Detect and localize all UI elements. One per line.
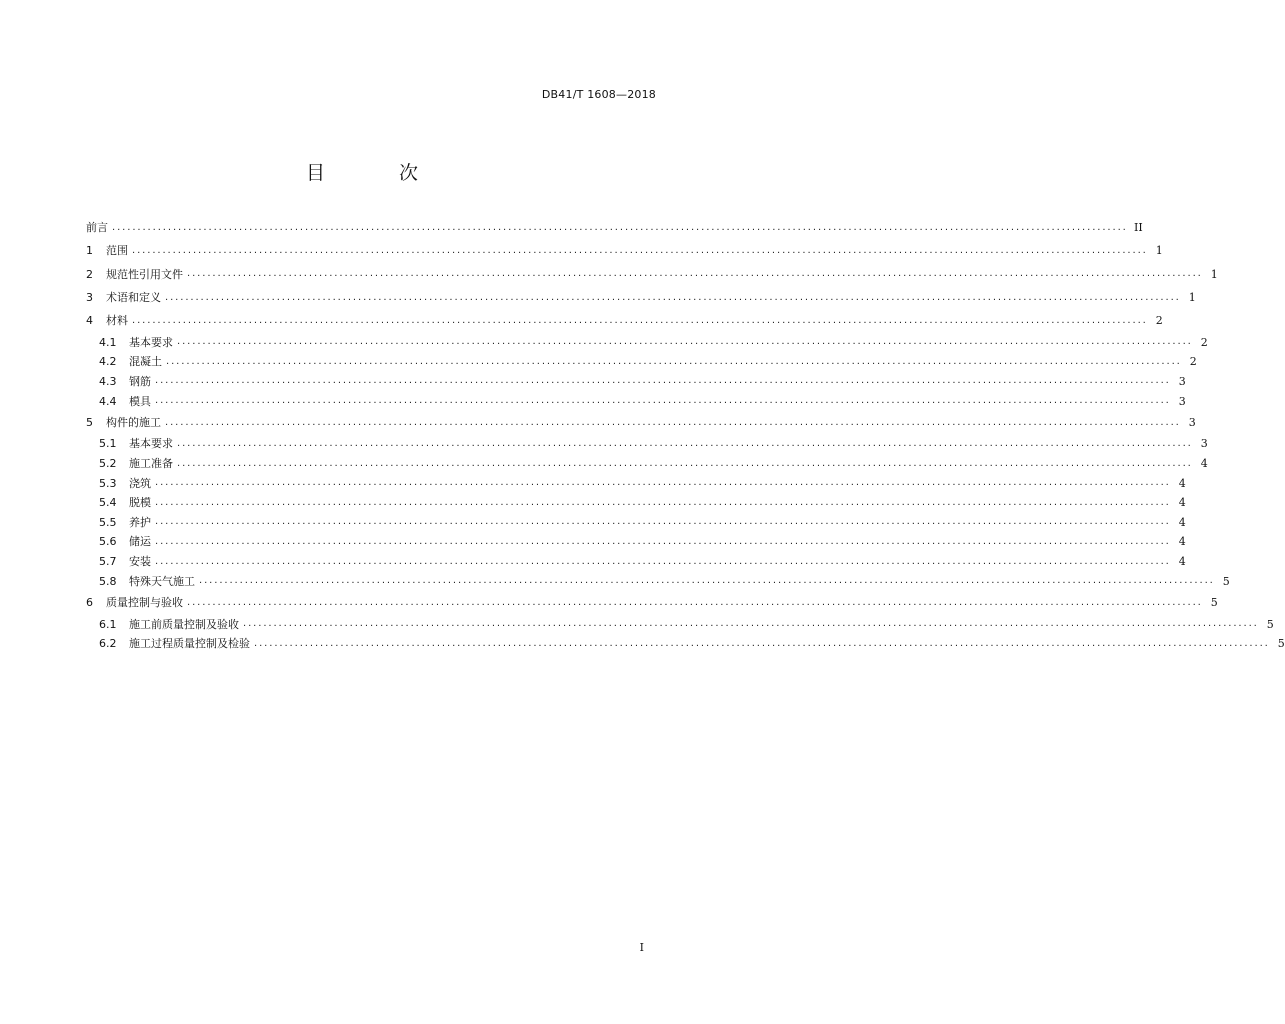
toc-entry-page: 4 — [1200, 457, 1208, 471]
toc-dot-leader: ........................................................................................................................................................................................................ — [155, 555, 1171, 567]
toc-entry — [86, 493, 1186, 513]
toc-dot-leader: ........................................................................................................................................................................................................ — [177, 457, 1193, 469]
toc-entry-number: 5.5 — [99, 515, 117, 529]
toc-entry-label: 模具 — [129, 394, 151, 408]
toc-entry-number: 4 — [86, 314, 93, 328]
toc-entry-label: 施工前质量控制及验收 — [129, 617, 239, 631]
toc-entry-page: 3 — [1200, 437, 1208, 451]
toc-dot-leader: ........................................................................................................................................................................................................ — [112, 221, 1128, 233]
toc-entry — [86, 532, 1186, 552]
toc-entry-page: 3 — [1178, 374, 1186, 388]
page-title: 目 次 — [305, 162, 453, 184]
toc-entry — [86, 411, 1196, 434]
toc-entry-number: 4.1 — [99, 335, 117, 349]
toc-entry-number: 3 — [86, 291, 93, 305]
toc-entry — [86, 552, 1186, 572]
toc-entry-label: 脱模 — [129, 496, 151, 510]
toc-entry-page: 5 — [1266, 617, 1274, 631]
toc-entry — [86, 263, 1218, 286]
toc-entry-number: 5.6 — [99, 535, 117, 549]
toc-entry-number: 1 — [86, 244, 93, 258]
toc-entry — [86, 391, 1186, 411]
toc-dot-leader: ........................................................................................................................................................................................................ — [187, 596, 1203, 608]
toc-entry — [86, 513, 1186, 533]
toc-entry-label: 施工过程质量控制及检验 — [129, 637, 250, 651]
toc-entry-number: 2 — [86, 267, 93, 281]
toc-entry-page: 1 — [1155, 244, 1163, 258]
toc-dot-leader: ........................................................................................................................................................................................................ — [155, 535, 1171, 547]
toc-entry — [86, 454, 1208, 474]
toc-entry-label: 范围 — [106, 244, 128, 258]
toc-entry-label: 浇筑 — [129, 476, 151, 490]
toc-entry-page: 5 — [1277, 637, 1285, 651]
toc-entry-number: 4.3 — [99, 374, 117, 388]
toc-entry — [86, 591, 1218, 614]
toc-entry-label: 基本要求 — [129, 437, 173, 451]
toc-entry-page: 4 — [1178, 555, 1186, 569]
toc-dot-leader: ........................................................................................................................................................................................................ — [199, 575, 1215, 587]
toc-entry-page: 4 — [1178, 476, 1186, 490]
toc-entry-label: 钢筋 — [129, 374, 151, 388]
toc-dot-leader: ........................................................................................................................................................................................................ — [155, 516, 1171, 528]
toc-dot-leader: ........................................................................................................................................................................................................ — [187, 268, 1203, 280]
toc-entry-number: 6 — [86, 596, 93, 610]
toc-entry — [86, 614, 1274, 634]
toc-entry — [86, 239, 1163, 262]
toc-entry-label: 特殊天气施工 — [129, 574, 195, 588]
toc-dot-leader: ........................................................................................................................................................................................................ — [155, 477, 1171, 489]
toc-entry-label: 安装 — [129, 555, 151, 569]
toc-dot-leader: ........................................................................................................................................................................................................ — [177, 437, 1193, 449]
toc-dot-leader: ........................................................................................................................................................................................................ — [165, 291, 1181, 303]
toc-entry-page: 2 — [1155, 314, 1163, 328]
toc-entry-number: 5.4 — [99, 496, 117, 510]
toc-dot-leader: ........................................................................................................................................................................................................ — [155, 395, 1171, 407]
toc-entry-label: 基本要求 — [129, 335, 173, 349]
toc-entry-page: 5 — [1210, 596, 1218, 610]
toc-entry-number: 5.7 — [99, 555, 117, 569]
toc-dot-leader: ........................................................................................................................................................................................................ — [254, 637, 1270, 649]
page-number: I — [639, 941, 644, 954]
toc-entry-page: 4 — [1178, 496, 1186, 510]
toc-entry-page: 5 — [1222, 574, 1230, 588]
toc-entry — [86, 571, 1230, 591]
toc-entry-page: 1 — [1210, 267, 1218, 281]
toc-dot-leader: ........................................................................................................................................................................................................ — [243, 618, 1259, 629]
toc-dot-leader: ........................................................................................................................................................................................................ — [165, 416, 1181, 428]
toc-entry — [86, 372, 1186, 392]
toc-entry-page: 1 — [1188, 291, 1196, 305]
toc-entry-label: 养护 — [129, 515, 151, 529]
toc-entry — [86, 352, 1197, 372]
toc-entry — [86, 286, 1196, 309]
toc-entry-number: 5.8 — [99, 574, 117, 588]
toc-entry-label: 材料 — [106, 314, 128, 328]
toc-entry-page: II — [1134, 221, 1143, 235]
toc-entry-number: 4.4 — [99, 394, 117, 408]
toc-entry-label: 构件的施工 — [106, 416, 161, 429]
toc-entry — [86, 216, 1143, 239]
toc-entry-page: 3 — [1178, 394, 1186, 408]
toc-entry-label: 储运 — [129, 535, 151, 549]
toc-entry-number: 4.2 — [99, 355, 117, 369]
toc-entry-page: 2 — [1200, 335, 1208, 349]
toc-dot-leader: ........................................................................................................................................................................................................ — [177, 336, 1193, 348]
toc-entry-page: 3 — [1188, 416, 1196, 429]
toc-dot-leader: ........................................................................................................................................................................................................ — [155, 375, 1171, 387]
toc-dot-leader: ........................................................................................................................................................................................................ — [132, 314, 1148, 326]
toc-entry-label: 前言 — [86, 221, 108, 235]
toc-entry-number: 5.1 — [99, 437, 117, 451]
toc-dot-leader: ........................................................................................................................................................................................................ — [132, 244, 1148, 256]
toc-entry — [86, 309, 1163, 332]
toc-entry-label: 规范性引用文件 — [106, 267, 183, 281]
toc-entry-number: 5.2 — [99, 457, 117, 471]
table-of-contents — [86, 216, 1285, 653]
toc-entry — [86, 434, 1208, 454]
standard-code: DB41/T 1608—2018 — [541, 88, 656, 101]
toc-dot-leader: ........................................................................................................................................................................................................ — [166, 355, 1182, 367]
toc-entry-label: 混凝土 — [129, 355, 162, 369]
toc-entry-label: 术语和定义 — [106, 291, 161, 305]
toc-entry-page: 4 — [1178, 535, 1186, 549]
toc-entry-label: 质量控制与验收 — [106, 596, 183, 610]
toc-entry-page: 4 — [1178, 515, 1186, 529]
toc-entry — [86, 473, 1186, 493]
toc-entry-number: 6.2 — [99, 637, 117, 651]
toc-entry — [86, 634, 1285, 654]
toc-entry-label: 施工准备 — [129, 457, 173, 471]
toc-entry-number: 5.3 — [99, 476, 117, 490]
toc-dot-leader: ........................................................................................................................................................................................................ — [155, 496, 1171, 508]
toc-entry — [86, 332, 1208, 352]
toc-entry-number: 5 — [86, 416, 93, 429]
toc-entry-page: 2 — [1189, 355, 1197, 369]
toc-entry-number: 6.1 — [99, 617, 117, 631]
